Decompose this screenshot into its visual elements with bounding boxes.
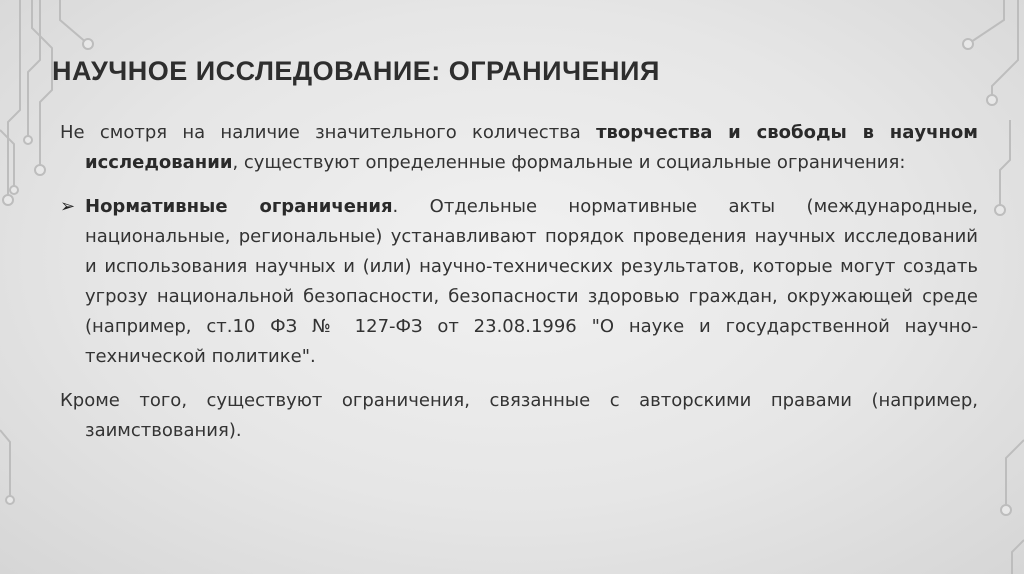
intro-text-bold: творчества и свободы в научном исследовании (85, 122, 978, 173)
slide-title: НАУЧНОЕ ИССЛЕДОВАНИЕ: ОГРАНИЧЕНИЯ (52, 56, 660, 86)
arrow-bullet-icon: ➢ (60, 196, 76, 217)
normative-paragraph (60, 192, 978, 372)
intro-text-end: , существуют определенные формальные и социальные ограничения: (232, 152, 906, 173)
copyright-text: Кроме того, существуют ограничения, связанные с авторскими правами (например, заимствования). (60, 390, 978, 441)
intro-paragraph (60, 118, 978, 178)
intro-text-start: Не смотря на наличие значительного количества (60, 122, 597, 143)
slide-body (60, 118, 978, 446)
normative-heading: Нормативные ограничения (85, 196, 393, 217)
normative-text: . Отдельные нормативные акты (международные, национальные, региональные) устанавливают порядок проведения научных исследований и использования научных и (или) научно-технических результатов, которые могут создать угрозу национальной безопасности, безопасности здоровью граждан, окружающей среде (например, ст.10 ФЗ № 127-ФЗ от 23.08.1996 "О науке и государственной научно-технической политике". (85, 196, 978, 367)
copyright-paragraph (60, 386, 978, 446)
